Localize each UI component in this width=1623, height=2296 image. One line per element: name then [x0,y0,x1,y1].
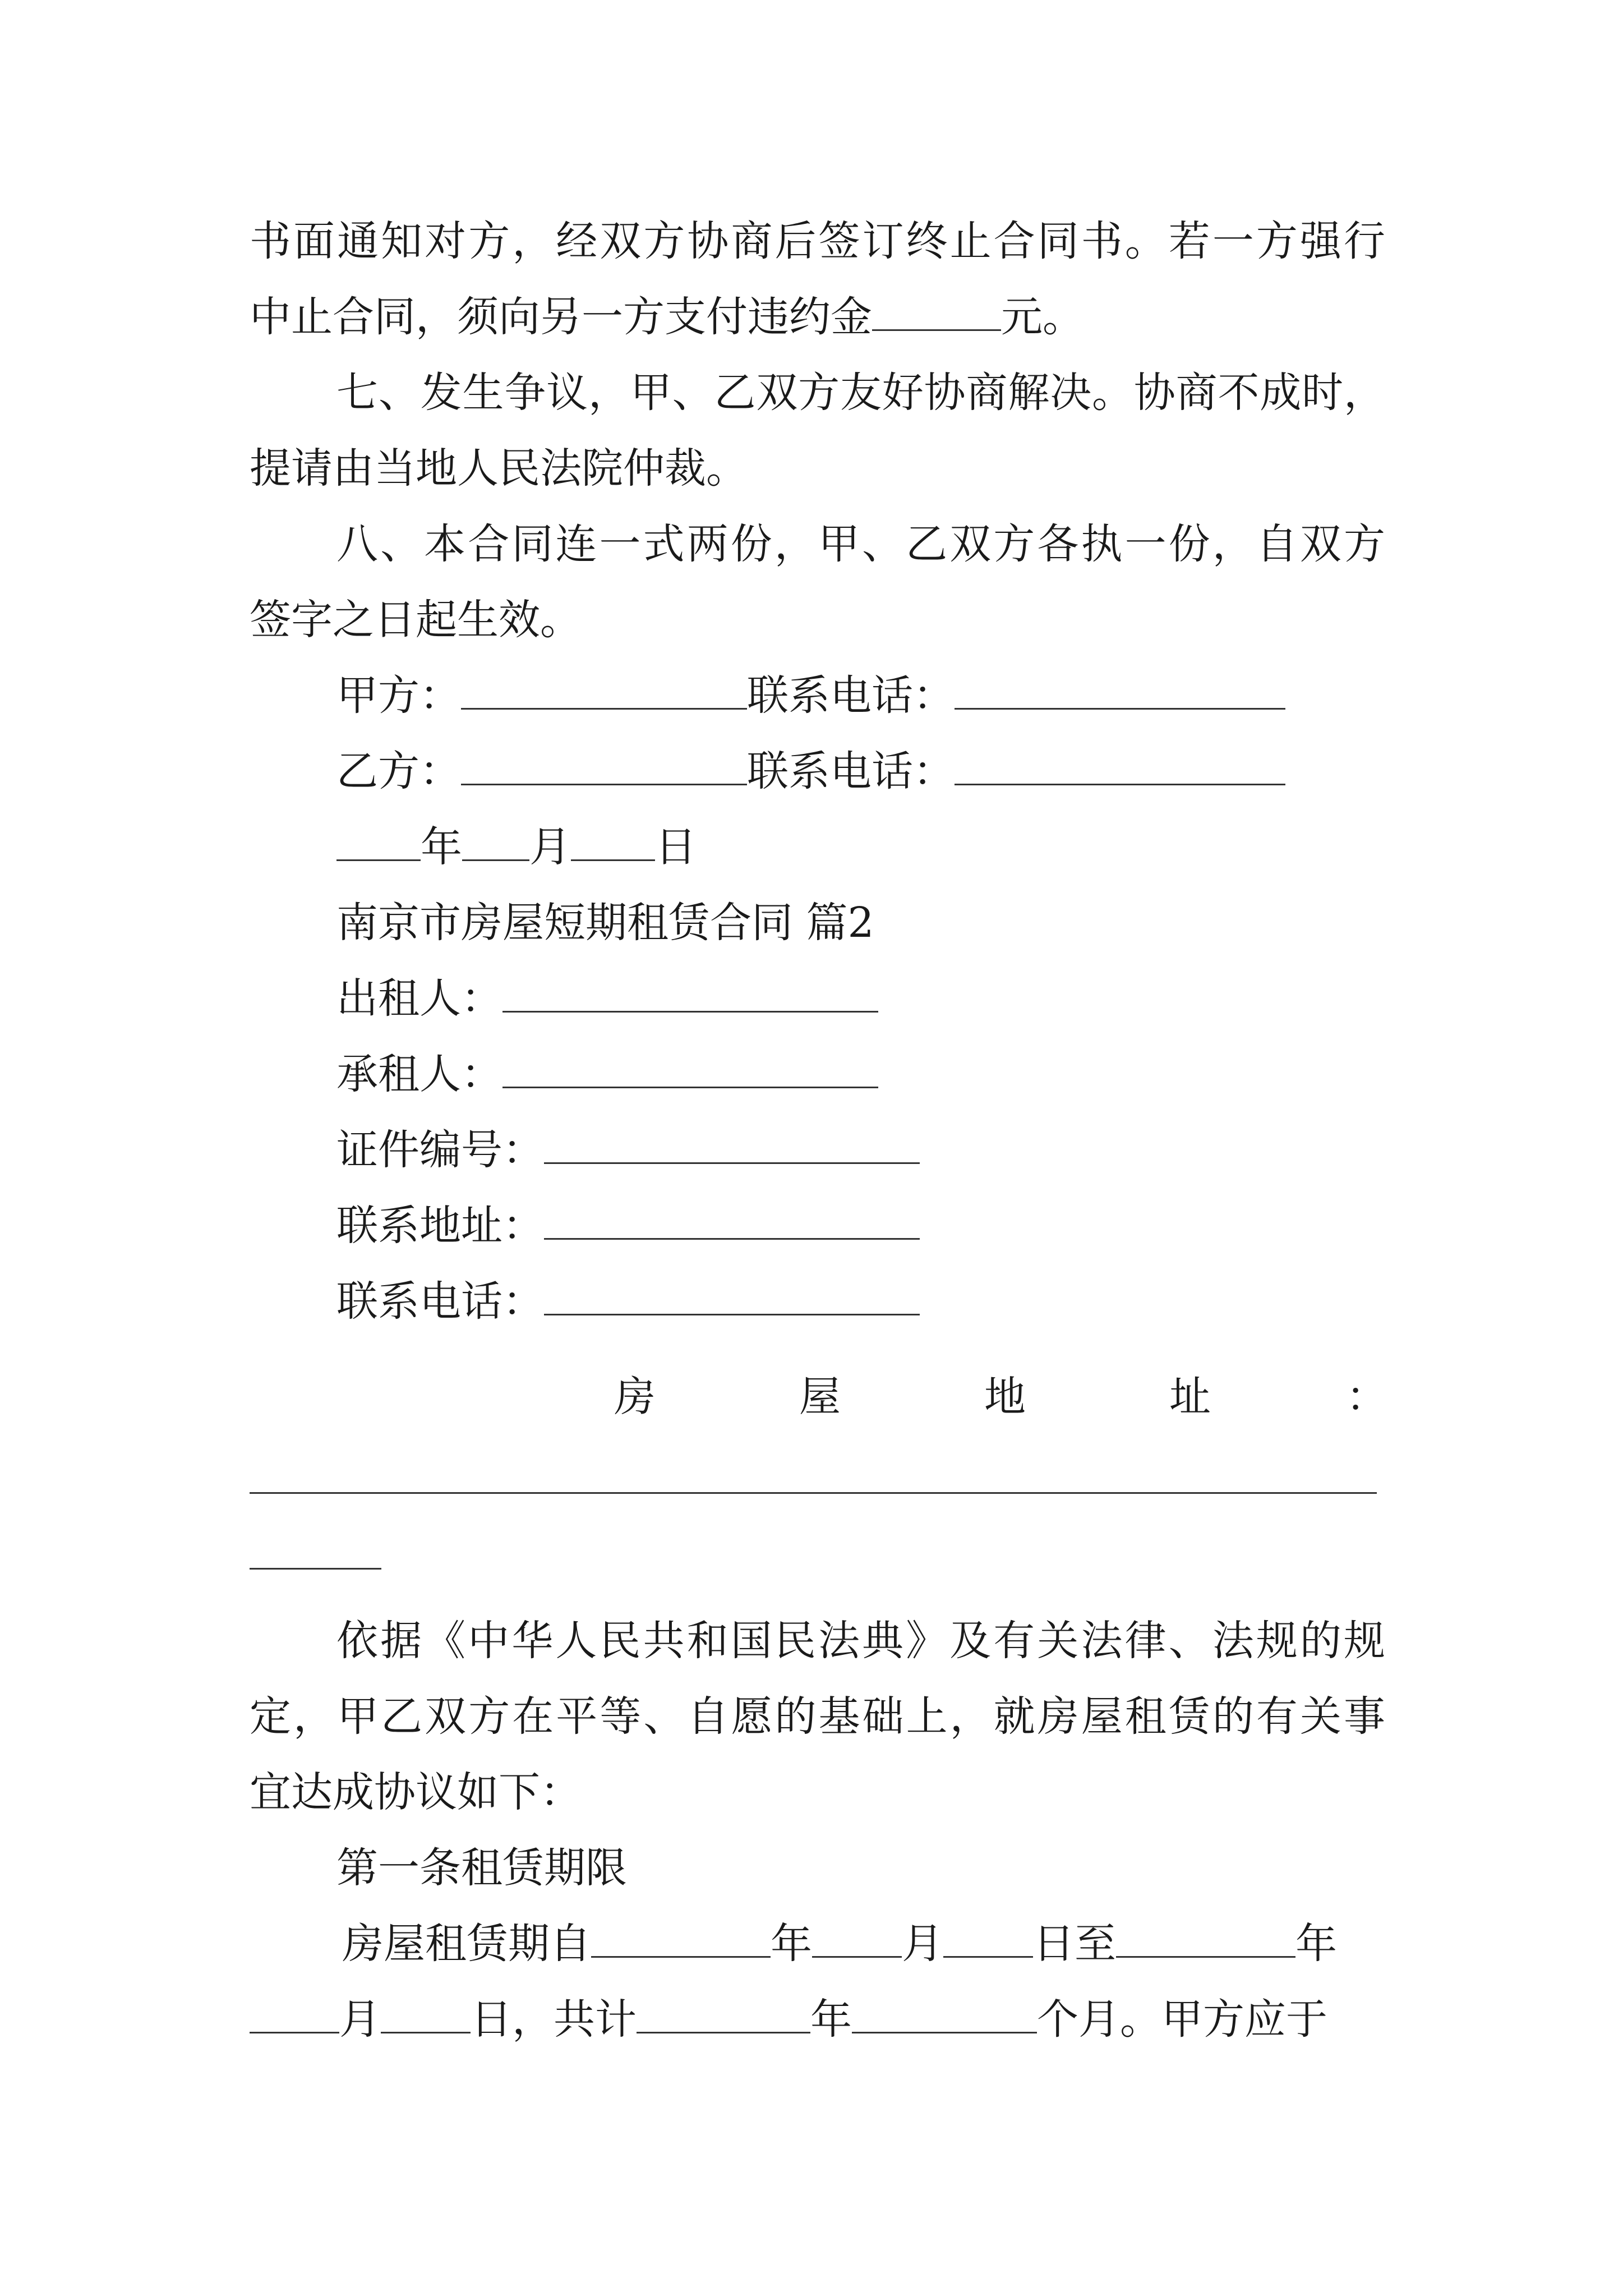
party-b-phone-blank[interactable] [955,749,1285,785]
address-row: 联系地址： [336,1198,920,1254]
id-row: 证件编号： [336,1122,920,1178]
house-address-char: 屋 [799,1373,841,1421]
end-day-blank[interactable] [381,1997,471,2033]
party-a-blank[interactable] [461,673,747,710]
day-blank[interactable] [571,825,655,861]
contract2-title: 南京市房屋短期租赁合同 篇2 [336,899,874,947]
clause6-line1: 书面通知对方，经双方协商后签订终止合同书。若一方强行 [250,217,1385,265]
house-address-char: 地 [984,1373,1026,1421]
house-address-blank[interactable] [250,1492,1377,1494]
party-a-phone-blank[interactable] [955,673,1285,710]
lessor-blank[interactable] [502,976,878,1013]
start-month-blank[interactable] [812,1921,902,1958]
party-b-row: 乙方： 联系电话： [336,743,1285,799]
id-blank[interactable] [544,1128,920,1164]
penalty-amount-blank[interactable] [872,295,1001,331]
clause8-line1: 八、本合同连一式两份，甲、乙双方各执一份，自双方 [336,520,1385,568]
term-line1: 房屋租赁期自 年 月 日至 年 [342,1920,1337,1968]
intro-line3: 宜达成协议如下： [250,1768,582,1816]
lessee-blank[interactable] [502,1052,878,1088]
intro-line1: 依据《中华人民共和国民法典》及有关法律、法规的规 [336,1617,1385,1665]
house-address-char: 址 [1169,1373,1211,1421]
clause6-line2: 中止合同，须向另一方支付违约金 元。 [250,293,1084,341]
term-line2: 月 日，共计 年 个月。甲方应于 [250,1991,1327,2047]
party-a-row: 甲方： 联系电话： [336,668,1285,724]
end-year-blank[interactable] [1116,1921,1295,1958]
address-blank[interactable] [544,1203,920,1240]
start-year-blank[interactable] [591,1921,771,1958]
total-months-blank[interactable] [852,1997,1037,2033]
house-address-char: ： [1346,1373,1387,1421]
party-b-blank[interactable] [461,749,747,785]
article1-heading: 第一条租赁期限 [336,1844,627,1892]
month-blank[interactable] [462,825,529,861]
year-blank[interactable] [336,825,421,861]
clause7-line2: 提请由当地人民法院仲裁。 [250,444,748,493]
lessor-row: 出租人： [336,970,878,1027]
sign-date-row: 年 月 日 [336,819,697,875]
intro-line2: 定，甲乙双方在平等、自愿的基础上，就房屋租赁的有关事 [250,1692,1385,1741]
house-address-blank-continued[interactable] [250,1568,381,1570]
end-month-blank[interactable] [250,1997,339,2033]
house-address-char: 房 [614,1373,656,1421]
lessee-row: 承租人： [336,1046,878,1102]
start-day-blank[interactable] [943,1921,1033,1958]
total-years-blank[interactable] [637,1997,810,2033]
phone-blank[interactable] [544,1279,920,1315]
clause7-line1: 七、发生争议，甲、乙双方友好协商解决。协商不成时， [336,369,1385,417]
clause8-line2: 签字之日起生效。 [250,596,582,644]
phone-row: 联系电话： [336,1273,920,1329]
